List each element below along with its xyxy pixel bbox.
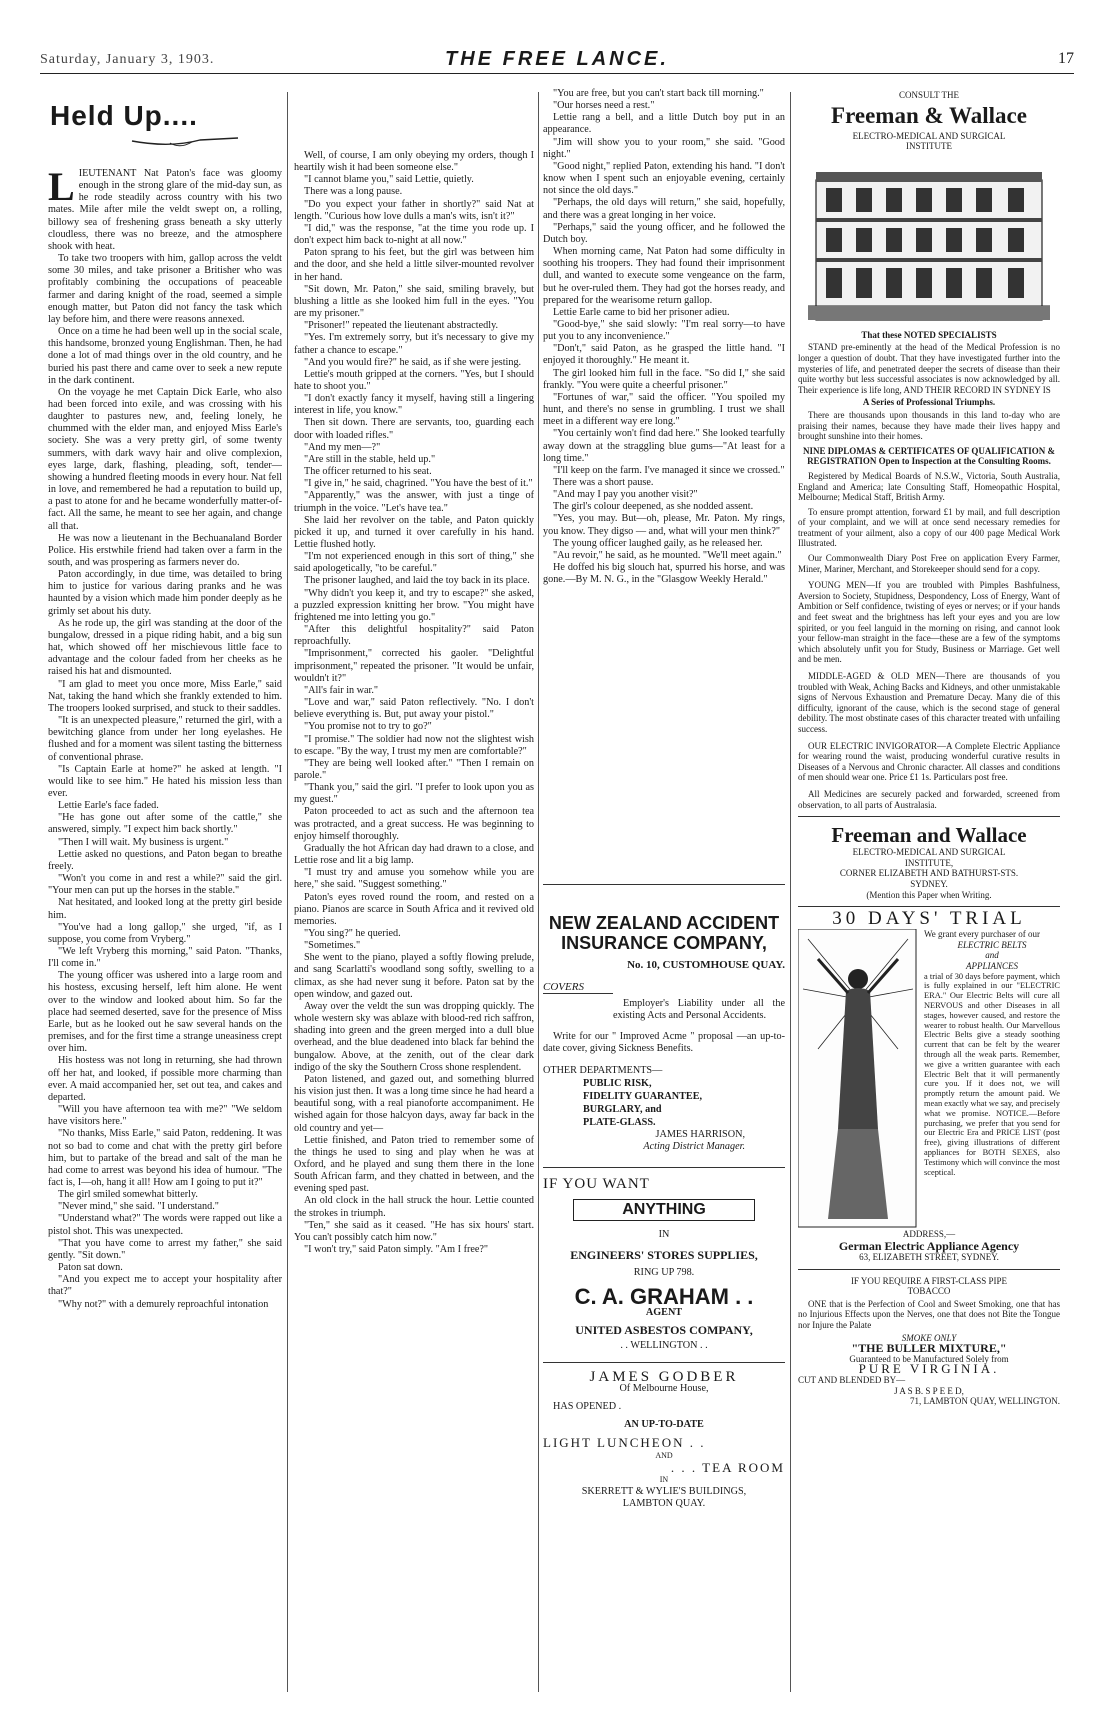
story-paragraph: Gradually the hot African day had drawn to a close, and Lettie rose and lit a big lamp. (294, 842, 534, 867)
story-paragraph: As he rode up, the girl was standing at the door of the bungalow, dressed in a pique riding habit, and a big sun hat, which showed off her mischievous little face to advantage and the colour faded from her cheeks as he raised his hat and dismounted. (48, 617, 282, 678)
story-paragraph: "And you expect me to accept your hospitality after that?" (48, 1274, 282, 1298)
story-paragraph: "It is an unexpected pleasure," returned the girl, with a bewitching glance from under her long eyelashes. He flushed and for a moment was silent tasting the bitterness of conventional phrase. (48, 715, 282, 763)
story-paragraph: "I won't try," said Paton simply. "Am I free?" (304, 1244, 489, 1256)
story-paragraph: "We left Vryberg this morning," said Paton. "Thanks, I'll come in." (48, 946, 282, 970)
story-paragraph: "Do you expect your father in shortly?" said Nat at length. "Curious how love dulls a man's wits, isn't it?" (294, 198, 534, 222)
story-paragraph: "Ten," she said as it ceased. "He has six hours' start. You can't possibly catch him now." (294, 1219, 534, 1243)
tobacco-brand: "THE BULLER MIXTURE," (851, 1341, 1007, 1356)
story-paragraph: He doffed his big slouch hat, spurred his horse, and was gone.—By M. N. G., in the "Glasgow Weekly Herald." (543, 562, 785, 586)
trial-address-label: ADDRESS,— (902, 1229, 956, 1240)
story-paragraph: The girl looked him full in the face. "So did I," she said frankly. "You were quite a cheerful prisoner." (543, 367, 785, 391)
story-paragraph: "Thank you," said the girl. "I prefer to look upon you as my guest." (294, 782, 534, 806)
story-paragraph: "No thanks, Miss Earle," said Paton, reddening. It was not so bad to come and chat with the pretty girl before him, but to partake of the bread and salt of the man he had come to arrest was beyond his idea of humour. "The fact is, I—oh, hang it all! How am I going to put it?" (48, 1128, 282, 1188)
story-paragraph: He was now a lieutenant in the Bechuanaland Border Police. His erstwhile friend had taken over a farm in the south, and was prospering as farmers never do. (48, 532, 282, 568)
story-paragraph: "All's fair in war." (304, 684, 379, 696)
story-paragraph: "Imprisonment," corrected his gaoler. "Delightful imprisonment," repeated the prisoner. "It would be unfair, wouldn't it?" (294, 648, 534, 684)
freeman-address: CORNER ELIZABETH AND BATHURST-STS. (839, 868, 1019, 879)
story-dropcap: L (48, 168, 75, 209)
story-paragraph: Paton listened, and gazed out, and something blurred his vision just then. It was a long time since he had heard a beautiful song, with a real pianoforte accompaniment. He wished again for those halcyon days, away far back in the old country and yet— (294, 1073, 534, 1134)
insurance-address: No. 10, CUSTOMHOUSE QUAY. (627, 959, 785, 971)
ad-divider (798, 906, 1060, 907)
trial-item: and (985, 950, 999, 961)
story-paragraph: Well, of course, I am only obeying my orders, though I heartily wish it had been someone else." (294, 150, 534, 174)
covers-label: COVERS (543, 981, 613, 994)
story-paragraph: Lettie rang a bell, and a little Dutch boy put in an appearance. (543, 112, 785, 136)
story-paragraph: "Will you have afternoon tea with me?" "We seldom have visitors here." (48, 1104, 282, 1128)
ad-divider (543, 1362, 785, 1363)
issue-date: Saturday, January 3, 1903. (40, 52, 215, 67)
story-paragraph: "He has gone out after some of the cattle," she answered, simply. "I expect him back shortly." (48, 812, 282, 836)
story-paragraph: Away over the veldt the sun was dropping quickly. The whole western sky was ablaze with blood-red rich saffron, shading into green and the green merged into a dull blue overhead, and the blue deadened into black far behind the bungalow. Above, at the zenith, out of the clear dark indigo of the sky the Southern Cross shone resplendent. (294, 1000, 534, 1073)
freeman-title: Freeman & Wallace (831, 102, 1027, 128)
freeman-paragraph: There are thousands upon thousands in this land to-day who are praising their names, because they have made their lives happy and brought sunshine into their homes. (798, 409, 1060, 442)
story-paragraph: "Won't you come in and rest a while?" said the girl. "Your men can put up the horses in the stable." (48, 873, 282, 897)
story-paragraph: To take two troopers with him, gallop across the veldt some 30 miles, and take prisoner a Britisher who was profitably combining the occupations of peaceable farmer and daring knight of the road, seemed a simple enough matter, but Paton did not fancy the task which lay before him, and there were reasons annexed. (48, 253, 282, 325)
page-number: 17 (1058, 50, 1074, 67)
story-column-3 (543, 88, 785, 1510)
godber-line: Of Melbourne House, (619, 1382, 709, 1394)
story-paragraph: Nat hesitated, and looked long at the pretty girl beside him. (48, 897, 282, 921)
consult-line: CONSULT THE (898, 90, 960, 100)
freeman-city: SYDNEY. (910, 878, 948, 889)
tobacco-maker-address: 71, LAMBTON QUAY, WELLINGTON. (909, 1396, 1060, 1407)
story-paragraph: "Sometimes." (304, 940, 361, 952)
freeman-mention: (Mention this Paper when Writing. (866, 889, 992, 900)
story-paragraph: The girl's colour deepened, as she nodded assent. (553, 501, 754, 513)
masthead-title: THE FREE LANCE. (445, 48, 669, 70)
story-paragraph: There was a long pause. (304, 186, 403, 198)
department-item: PUBLIC RISK, (583, 1078, 652, 1090)
story-paragraph: "Then I will wait. My business is urgent." (58, 836, 229, 848)
tobacco-ad (798, 1276, 1060, 1407)
proposal-text: Write for our " Improved Acme " proposal —an up-to-date cover, giving Sickness Benefits. (543, 1030, 785, 1054)
story-paragraph: Paton sat down. (58, 1262, 123, 1274)
graham-line: IF YOU WANT (543, 1176, 650, 1193)
story-paragraph: The girl smiled somewhat bitterly. (58, 1189, 198, 1201)
story-paragraph: The young officer was ushered into a large room and his hostess, excusing herself, left him alone. He went over to the window and looked about him. So far the place had seemed deserted, save for the presence of Miss Earle, but as he looked out he saw several hands on the premises, and for the first time a strange uneasiness crept over him. (48, 970, 282, 1055)
story-paragraph: When morning came, Nat Paton had some difficulty in soothing his troopers. They had found their imprisonment dull, and wanted to execute some vengeance on the farm, but he over-ruled them. They had got the horses ready, and prepared for the wearisome return gallop. (543, 246, 785, 306)
anything-box: ANYTHING (573, 1199, 755, 1221)
story-paragraph: "Yes, you may. But—oh, please, Mr. Paton. My rings, you know. They digso — and, what will your men think?" (543, 513, 785, 537)
story-paragraph: "I'm not experienced enough in this sort of thing," she said apologetically, "to be careful." (294, 551, 534, 575)
story-paragraph: On the voyage he met Captain Dick Earle, who also had been forced into exile, and was crossing with his daughter to pastures new, and, feeling lonely, he chummed with the elder man, and enjoyed Miss Earle's society. She was a very pretty girl, of some twenty summers, with dark wavy hair and olive complexion, eyes large, dark, flashing, pleading, soft, tender—showing a hundred fleeting moods in every hour. Nat fell in love, and remembered he had a reputation to build up, a past to atone for and he became wonderfully matter-of-fact. All the same, he meant to see her again, and change all that. (48, 386, 282, 532)
story-paragraph: Once on a time he had been well up in the social scale, this handsome, bronzed young Englishman. Then, he had done a lot of mad things over in the old country, and he buried his past there and came over to seek a new repute in the dark continent. (48, 326, 282, 386)
godber-line: SKERRETT & WYLIE'S BUILDINGS, (581, 1486, 747, 1498)
story-paragraph: "I give in," he said, chagrined. "You have the best of it." (304, 478, 533, 490)
graham-ad (543, 1178, 785, 1351)
tobacco-line: Guaranteed to be Manufactured Solely from (849, 1353, 1009, 1364)
electric-figure-illustration (798, 929, 918, 1229)
godber-name: JAMES GODBER (589, 1368, 739, 1385)
story-paragraph: "Is Captain Earle at home?" he asked at length. "I would like to see him." He hated his mission less than ever. (48, 763, 282, 799)
story-paragraph: "Never mind," she said. "I understand." (58, 1201, 219, 1213)
story-paragraph: She laid her revolver on the table, and Paton quickly picked it up, and turned it over carefully in his hand. Lettie flushed hotly. (294, 514, 534, 550)
tobacco-line: CUT AND BLENDED BY— (798, 1374, 906, 1385)
story-paragraph: "You promise not to try to go?" (304, 721, 432, 733)
story-paragraph: There was a short pause. (553, 477, 654, 488)
story-paragraph: "Good night," replied Paton, extending his hand. "I don't know when I spent such an enjoyable evening, certainly not since the old days." (543, 160, 785, 197)
story-paragraph: "I'll keep on the farm. I've managed it since we crossed." (553, 464, 785, 476)
trial-item: ELECTRIC BELTS (957, 939, 1027, 950)
story-paragraph: IEUTENANT Nat Paton's face was gloomy enough in the strong glare of the mid-day sun, as he rode steadily across country with his two mates. Mile after mile the veldt swept on, a rolling, billowy sea of freshening grass beneath a sky utterly cloudless, there was no breeze, and the atmosphere shook with heat. (48, 168, 282, 252)
ad-divider (798, 1269, 1060, 1270)
godber-line: . . . TEA ROOM (670, 1459, 785, 1475)
trial-item: APPLIANCES (966, 961, 1018, 972)
story-paragraph: "Why didn't you keep it, and try to escape?" she asked, a puzzled expression knitting her brow. "You might have frightened me into letting you go." (294, 587, 534, 623)
advertisement-column (798, 88, 1060, 1407)
story-paragraph: "I did," was the response, "at the time you rode up. I don't expect him back to-night at all now." (294, 222, 534, 247)
tobacco-line: IF YOU REQUIRE A FIRST-CLASS PIPE (850, 1275, 1008, 1286)
page-header (40, 48, 1074, 70)
godber-line: LAMBTON QUAY. (622, 1498, 706, 1510)
story-paragraph: "And my men—?" (304, 441, 381, 453)
tobacco-maker: J A S B. S P E E D, (894, 1385, 964, 1396)
manager-title: Acting District Manager. (643, 1141, 745, 1153)
tobacco-leaf: PURE VIRGINIA. (858, 1361, 1000, 1377)
godber-line: AN UP-TO-DATE (624, 1419, 704, 1431)
story-paragraph: She went to the piano, played a softly flowing prelude, and sang Scarlatti's woodland song softly, swelling to a climax, as she had never sung it before. Paton sat by the open window, and gazed out. (294, 952, 534, 1000)
story-paragraph: The young officer laughed gaily, as he released her. (553, 537, 763, 549)
story-paragraph: His hostess was not long in returning, she had thrown off her hat, and looked, if possible more charming than ever. A maid accompanied her, set out tea, and cakes and departed. (48, 1055, 282, 1103)
story-paragraph: "I promise." The soldier had now not the slightest wish to escape. "By the way, I trust my men are comfortable?" (294, 733, 534, 757)
other-departments-label: OTHER DEPARTMENTS— (543, 1064, 663, 1076)
graham-name: C. A. GRAHAM . . (574, 1284, 754, 1310)
trial-agency: German Electric Appliance Agency (838, 1238, 1020, 1253)
story-paragraph: "Yes. I'm extremely sorry, but it's necessary to give my father a chance to escape." (294, 332, 534, 356)
trial-intro: We grant every purchaser of our (924, 929, 1040, 940)
trial-ad (798, 929, 1060, 1229)
freeman-paragraph: Registered by Medical Boards of N.S.W., Victoria, South Australia, England and America; late Consulting Staff, Homeopathic Hospital, Melbourne; Medical Staff, British Army. (798, 470, 1060, 503)
godber-line: LIGHT LUNCHEON . . (543, 1435, 706, 1451)
story-paragraph: "Au revoir," he said, as he mounted. "We'll meet again." (553, 549, 782, 561)
story-paragraph: "Are still in the stable, held up." (304, 453, 436, 465)
department-item: PLATE-GLASS. (583, 1117, 656, 1129)
story-paragraph: "And you would fire?" he said, as if she were jesting. (304, 356, 522, 368)
story-paragraph: "After this delightful hospitality?" said Paton reproachfully. (294, 624, 534, 648)
trial-body: a trial of 30 days before payment, which is fully explained in our "ELECTRIC ERA." Our Electric Belts will cure all NERVOUS and other Diseases in all stages, however caused, and restore the wearer to robust health. Our Marvellous Electric Belts give a steady soothing current that can be felt by the wearer through all the weak parts. Remember, we give a written guarantee with each Electric Belt that it will permanently cure you. If it does not, we will promptly return the amount paid. We mean exactly what we say, and precisely what we promise. NOTICE.—Before purchasing, we prefer that you send for our Electric Era and PRICE LIST (post free), giving illustrations of different appliances for BOTH SEXES, also Testimony which will convince the most sceptical. (924, 971, 1060, 1177)
story-paragraph: "Why not?" with a demurely reproachful intonation (58, 1298, 269, 1310)
godber-line: AND (655, 1450, 673, 1460)
tobacco-line: SMOKE ONLY (901, 1332, 957, 1343)
young-men-notice: YOUNG MEN—If you are troubled with Pimples Bashfulness, Aversion to Society, Stupidness, Despondency, Loss of Energy, Want of Ambition or Self confidence, twisting of eyes or nerves; or if your hands and feet sweat and the brightness has left your eyes and you are low spirited, or you feel languid in the morning on rising, and cannot look your fellow-man straight in the face—these are a few of the symptoms which absolutely unfit you for Study, Business or Marriage. Get well and be men. (798, 580, 1060, 665)
trial-heading: 30 DAYS' TRIAL (832, 908, 1026, 930)
story-paragraph: Paton accordingly, in due time, was detailed to bring him to justice for various daring pranks and he was haunted by a vision which made him ponder deeply as he grimly set about his duty. (48, 569, 282, 617)
freeman-subtitle: ELECTRO-MEDICAL AND SURGICAL (852, 847, 1006, 858)
ad-divider (798, 816, 1060, 817)
column-divider (790, 92, 791, 1692)
story-paragraph: Lettie Earle's face faded. (58, 800, 159, 812)
ad-divider (543, 1167, 785, 1168)
ad-divider (543, 884, 785, 885)
story-paragraph: "Our horses need a rest." (553, 100, 655, 112)
manager-name: JAMES HARRISON, (655, 1129, 745, 1141)
story-paragraph: "I cannot blame you," said Lettie, quietly. (304, 174, 474, 186)
story-paragraph: Paton's eyes roved round the room, and rested on a piano. Pianos are scarce in South Africa and it revived old memories. (294, 891, 534, 927)
story-paragraph: "You sing?" he queried. (304, 928, 401, 939)
department-item: BURGLARY, and (583, 1104, 662, 1116)
freeman-paragraph: Our Commonwealth Diary Post Free on application Every Farmer, Miner, Mariner, Merchant, and Storekeeper should send for a copy. (798, 553, 1060, 574)
story-paragraph: "And may I pay you another visit?" (553, 489, 698, 501)
story-paragraph: Paton proceeded to act as such and the afternoon tea was protracted, and a great success. He was beginning to enjoy himself thoroughly. (294, 806, 534, 842)
tobacco-line: TOBACCO (907, 1286, 951, 1297)
tobacco-body: ONE that is the Perfection of Cool and Sweet Smoking, one that has no Injurious Effects upon the Nerves, one that does not Bite the Tongue nor Injure the Palate (798, 1298, 1060, 1330)
story-paragraph: "You certainly won't find dad here." She looked tearfully away down at the straggling blue gums—"At least for a long time." (543, 428, 785, 464)
story-paragraph: Paton sprang to his feet, but the girl was between him and the door, and she held a little silver-mounted revolver in her hand. (294, 247, 534, 283)
story-paragraph: Lettie asked no questions, and Paton began to breathe freely. (48, 848, 282, 872)
freeman-subtitle: INSTITUTE (906, 141, 952, 152)
story-paragraph: "Perhaps, the old days will return," she said, hopefully, and there was a great longing in her voice. (543, 197, 785, 221)
invigorator-notice: OUR ELECTRIC INVIGORATOR—A Complete Electric Appliance for wearing round the waist, producing wonderful curative results in Diseases of a Nervous and Chronic character. All classes and conditions of men should wear one. Price £1 1s. Particulars post free. (798, 740, 1060, 783)
trial-street: 63, ELIZABETH STREET, SYDNEY. (859, 1252, 999, 1262)
story-paragraph: Lettie's mouth gripped at the corners. "Yes, but I should hate to shoot you." (294, 368, 534, 392)
story-paragraph: "Perhaps," said the young officer, and he followed the Dutch boy. (543, 221, 785, 245)
godber-ad (543, 1368, 785, 1511)
story-paragraph: The officer returned to his seat. (304, 466, 432, 478)
story-paragraph: An old clock in the hall struck the hour. Lettie counted the strokes in triumph. (294, 1195, 534, 1219)
department-item: FIDELITY GUARANTEE, (583, 1091, 703, 1103)
godber-line: IN (659, 1474, 669, 1484)
story-paragraph: Lettie Earle came to bid her prisoner adieu. (553, 306, 730, 318)
medicines-notice: All Medicines are securely packed and forwarded, screened from observation, to all parts of Australasia. (798, 788, 1060, 810)
story-paragraph: "They are being well looked after." "Then I remain on parole." (294, 757, 534, 781)
story-paragraph: "Good-bye," she said slowly: "I'm real sorry—to have put you to any inconvenience." (543, 318, 785, 343)
middle-aged-notice: MIDDLE-AGED & OLD MEN—There are thousands of you troubled with Weak, Aching Backs and Kidneys, and other unmistakable signs of Nervous Exhaustion and Premature Decay. Many die of this difficulty, ignorant of the cause, which is the second stage of general debility. The most obstinate cases of this character treated with unfailing success. (798, 671, 1060, 734)
specialists-heading: That these NOTED SPECIALISTS (861, 329, 997, 340)
column-divider (538, 92, 539, 1692)
graham-line: ENGINEERS' STORES SUPPLIES, (570, 1247, 758, 1262)
story-paragraph: "Jim will show you to your room," she said. "Good night." (543, 136, 785, 160)
column-divider (287, 92, 288, 1692)
insurance-ad (543, 913, 785, 1153)
freeman-paragraph: STAND pre-eminently at the head of the Medical Profession is no longer a question of doubt. That they have investigated further into the mysteries of life, and penetrated deeper the secrets of disease than their quite worthy but less successful associates is now acknowledged by all. Their experience is life long, AND THEIR RECORD IN SYDNEY IS (798, 342, 1060, 395)
freeman-body (798, 330, 1060, 810)
story-paragraph: "That you have come to arrest my father," she said gently. "Sit down." (48, 1237, 282, 1261)
freeman-paragraph: To ensure prompt attention, forward £1 by mail, and full description of your complaint, and we will at once send necessary remedies for treatment of your ailment, also a copy of our 400 page Medical Work Illustrated. (798, 506, 1060, 549)
insurance-ad-title: NEW ZEALAND ACCIDENT (548, 913, 780, 933)
insurance-ad-title: INSURANCE COMPANY, (561, 933, 767, 953)
freeman-title-bottom: Freeman and Wallace (831, 823, 1027, 848)
story-paragraph: "You are free, but you can't start back till morning." (553, 88, 764, 99)
freeman-subtitle: ELECTRO-MEDICAL AND SURGICAL (852, 130, 1006, 141)
story-paragraph: "Sit down, Mr. Paton," she said, smiling bravely, but blushing a little as she looked him full in the eyes. "You are my prisoner." (294, 283, 534, 320)
story-column-2 (294, 150, 534, 1730)
story-paragraph: "Love and war," said Paton reflectively. "No. I don't believe everything is. But, put away your pistol." (294, 697, 534, 721)
story-paragraph: "You've had a long gallop," she urged, "if, as I suppose, you come from Vryberg." (48, 921, 282, 945)
story-paragraph: "Don't," said Paton, as he grasped the little hand. "I enjoyed it thoroughly." He meant it. (543, 343, 785, 367)
series-heading: A Series of Professional Triumphs. (862, 397, 996, 408)
story-title: Held Up.... (50, 100, 198, 131)
godber-line: HAS OPENED . (553, 1401, 622, 1413)
header-rule (40, 73, 1074, 74)
graham-phone: RING UP 798. (633, 1267, 695, 1279)
covers-text: Employer's Liability under all the existing Acts and Personal Accidents. (613, 998, 785, 1022)
graham-in: IN (658, 1228, 670, 1240)
story-paragraph: The prisoner laughed, and laid the toy back in its place. (304, 575, 530, 587)
story-paragraph: Lettie finished, and Paton tried to remember some of the things he used to sing and play when he was at Oxford, and he played and sung them there in the lone South African farm, and they chatted in between, and the evening sped past. (294, 1134, 534, 1195)
story-paragraph: "I am glad to meet you once more, Miss Earle," said Nat, taking the hand which she frankly extended to him. The troopers looked surprised, and stuck to their saddles. (48, 678, 282, 714)
story-paragraph: "Fortunes of war," said the officer. "You spoiled my hunt, and there's no sense in grumbling. I trust we shall meet in a different way ere long." (543, 391, 785, 428)
diplomas-heading: NINE DIPLOMAS & CERTIFICATES OF QUALIFICATION & REGISTRATION Open to Inspection at the Consulting Rooms. (802, 445, 1056, 467)
story-paragraph: "Apparently," was the answer, with just a tinge of triumph in the voice. "Let's have tea." (294, 490, 534, 514)
story-paragraph: "Understand what?" The words were rapped out like a pistol shot. This was unexpected. (48, 1213, 282, 1237)
freeman-subtitle: INSTITUTE, (904, 857, 954, 868)
story-paragraph: "Prisoner!" repeated the lieutenant abstractedly. (304, 320, 499, 332)
graham-city: . . WELLINGTON . . (620, 1339, 708, 1351)
story-paragraph: "I must try and amuse you somehow while you are here," she said. "Suggest something." (294, 867, 534, 891)
story-paragraph: "I don't exactly fancy it myself, having still a lingering interest in life, you know." (294, 393, 534, 417)
graham-agent: AGENT (645, 1307, 683, 1319)
story-column-1 (48, 168, 282, 1668)
institute-building-illustration (798, 156, 1060, 326)
title-flourish-ornament (130, 136, 240, 150)
story-paragraph: Then sit down. There are servants, too, guarding each door with loaded rifles." (294, 417, 534, 441)
graham-company: UNITED ASBESTOS COMPANY, (575, 1322, 753, 1337)
